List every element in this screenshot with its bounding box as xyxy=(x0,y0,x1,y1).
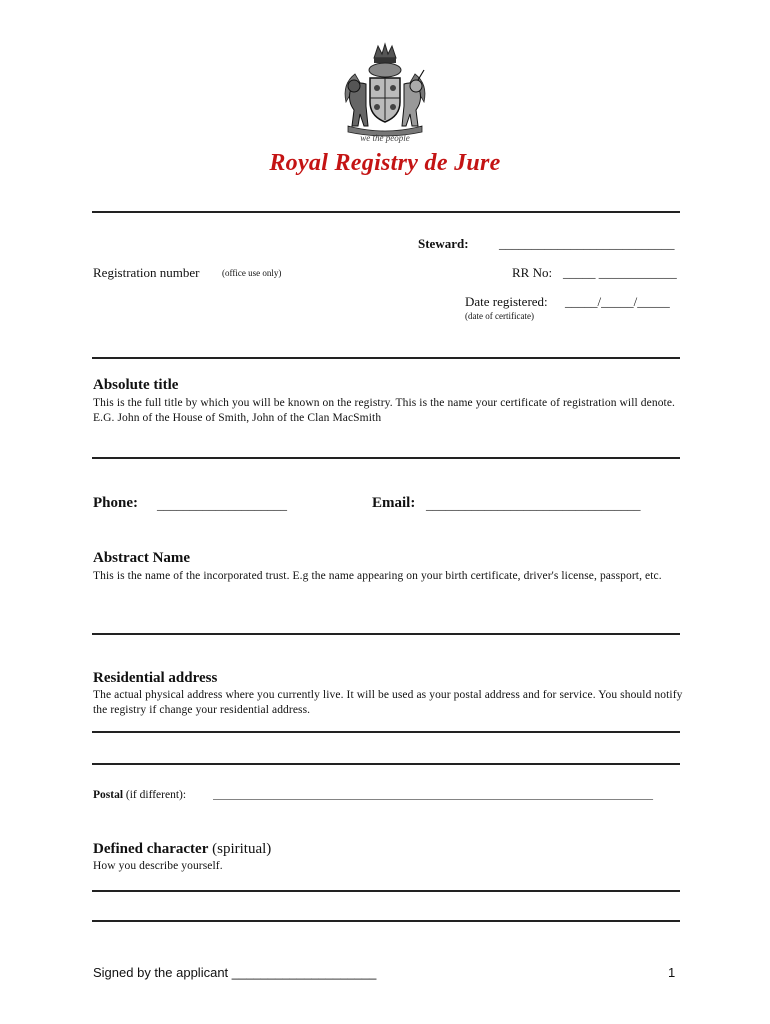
royal-crest-image xyxy=(330,40,440,148)
signature-row xyxy=(93,965,376,980)
phone-label: Phone: xyxy=(93,495,138,511)
date-registered-field[interactable]: _____/_____/_____ xyxy=(565,294,670,309)
abstract-name-heading: Abstract Name xyxy=(93,550,191,566)
document-title: Royal Registry de Jure xyxy=(269,150,501,176)
absolute-title-heading: Absolute title xyxy=(93,377,179,393)
defined-character-line-1[interactable] xyxy=(92,890,680,892)
steward-label: Steward: xyxy=(418,236,469,251)
phone-field[interactable]: ____________________ xyxy=(157,497,287,512)
defined-character-heading xyxy=(93,841,271,858)
defined-character-description: How you describe yourself. xyxy=(93,860,223,872)
date-registered-label: Date registered: xyxy=(465,294,548,309)
residential-address-line-1[interactable] xyxy=(92,731,680,733)
residential-address-line-2[interactable] xyxy=(92,763,680,765)
signature-field[interactable]: ____________________ xyxy=(231,965,377,980)
defined-character-heading-note: (spiritual) xyxy=(208,841,272,857)
email-label: Email: xyxy=(372,495,416,511)
postal-label: Postal xyxy=(93,789,124,801)
postal-field[interactable]: ________________________________________________________________________________ xyxy=(213,789,653,801)
email-field[interactable]: _________________________________ xyxy=(426,497,641,512)
postal-row xyxy=(93,789,186,801)
registration-note: (office use only) xyxy=(222,268,282,278)
top-divider xyxy=(92,211,680,213)
residential-address-heading: Residential address xyxy=(93,670,218,686)
defined-character-heading-bold: Defined character xyxy=(93,841,209,857)
registration-number-label: Registration number xyxy=(93,265,200,280)
rr-number-field[interactable]: _____ ____________ xyxy=(563,265,677,280)
residential-address-description: The actual physical address where you currently live. It will be used as your postal address and for service. You should notify the registry if change your residential address. xyxy=(93,689,683,716)
date-note: (date of certificate) xyxy=(465,311,534,321)
postal-label-note: (if different): xyxy=(123,789,187,801)
signature-label: Signed by the applicant xyxy=(93,965,229,980)
abstract-name-description: This is the name of the incorporated trust. E.g the name appearing on your birth certificate, driver's license, passport, etc. xyxy=(93,570,662,582)
defined-character-line-2[interactable] xyxy=(92,920,680,922)
page-number: 1 xyxy=(668,965,676,980)
steward-field[interactable]: ___________________________ xyxy=(499,236,675,251)
rr-number-label: RR No: xyxy=(512,265,553,280)
absolute-title-line[interactable] xyxy=(92,457,680,459)
crest-motto: we the people xyxy=(360,133,410,143)
abstract-name-line[interactable] xyxy=(92,633,680,635)
office-divider xyxy=(92,357,680,359)
absolute-title-description: This is the full title by which you will be known on the registry. This is the name your certificate of registration will denote. E.G. John of the House of Smith, John of the Clan MacSmith xyxy=(93,397,676,424)
